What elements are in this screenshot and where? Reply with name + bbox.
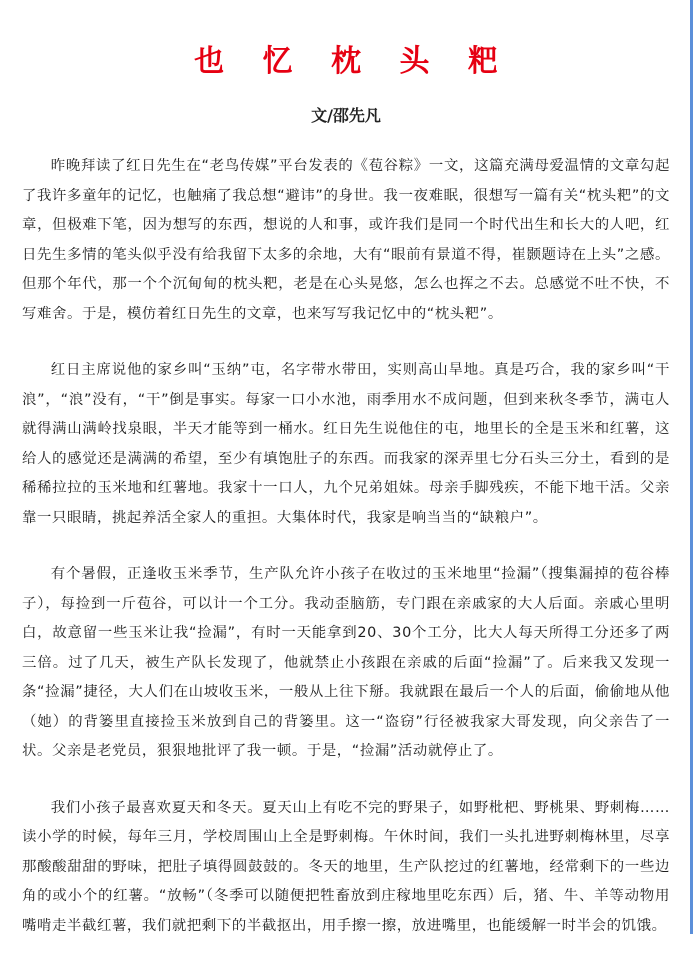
article: [22, 0, 670, 968]
paragraph-3: 有个暑假，正逢收玉米季节，生产队允许小孩子在收过的玉米地里“捡漏”（搜集漏掉的苞谷棒子），每捡到一斤苞谷，可以计一个工分。我动歪脑筋，专门跟在亲戚家的大人后面。亲戚心里明白，故意留一些玉米让我“捡漏”，有时一天能拿到20、30个工分，比大人每天所得工分还多了两三倍。过了几天，被生产队长发现了，他就禁止小孩跟在亲戚的后面“捡漏”了。后来我又发现一条“捡漏”捷径，大人们在山坡收玉米，一般从上往下掰。我就跟在最后一个人的后面，偷偷地从他（她）的背篓里直接捡玉米放到自己的背篓里。这一“盗窃”行径被我家大哥发现，向父亲告了一状。父亲是老党员，狠狠地批评了我一顿。于是，“捡漏”活动就停止了。: [22, 566, 670, 759]
paragraph-1: 昨晚拜读了红日先生在“老鸟传媒”平台发表的《苞谷粽》一文，这篇充满母爱温情的文章勾起了我许多童年的记忆，也触痛了我总想“避讳”的身世。我一夜难眠，很想写一篇有关“枕头粑”的文章，但极难下笔，因为想写的东西，想说的人和事，或许我们是同一个时代出生和长大的人吧，红日先生多情的笔头似乎没有给我留下太多的余地，大有“眼前有景道不得，崔颢题诗在上头”之感。但那个年代，那一个个沉甸甸的枕头粑，老是在心头晃悠，怎么也挥之不去。总感觉不吐不快，不写难舍。于是，模仿着红日先生的文章，也来写写我记忆中的“枕头粑”。: [22, 158, 670, 322]
article-title: 也 忆 枕 头 粑: [194, 44, 512, 79]
paragraph-4: 我们小孩子最喜欢夏天和冬天。夏天山上有吃不完的野果子，如野枇杷、野桃果、野刺梅……读小学的时候，每年三月，学校周围山上全是野刺梅。午休时间，我们一头扎进野刺梅林里，尽享那酸酸甜甜的野味，把肚子填得圆鼓鼓的。冬天的地里，生产队挖过的红薯地，经常剩下的一些边角的或小个的红薯。“放畅”（冬季可以随便把牲畜放到庄稼地里吃东西）后，猪、牛、羊等动物用嘴啃走半截红薯，我们就把剩下的半截抠出，用手擦一擦，放进嘴里，也能缓解一时半会的饥饿。: [22, 799, 670, 934]
paragraph-2: 红日主席说他的家乡叫“玉纳”屯，名字带水带田，实则高山旱地。真是巧合，我的家乡叫“干浪”，“浪”没有，“干”倒是事实。每家一口小水池，雨季用水不成问题，但到来秋冬季节，满屯人就得满山满岭找泉眼，半天才能等到一桶水。红日先生说他住的屯，地里长的全是玉米和红薯，这给人的感觉还是满满的希望，至少有填饱肚子的东西。而我家的深弄里七分石头三分土，看到的是稀稀拉拉的玉米地和红薯地。我家十一口人，九个兄弟姐妹。母亲手脚残疾，不能下地干活。父亲靠一只眼睛，挑起养活全家人的重担。大集体时代，我家是响当当的“缺粮户”。: [22, 362, 670, 526]
page-border-line: [690, 0, 693, 934]
article-author: 文/邵先凡: [311, 106, 381, 125]
article-body: [22, 152, 670, 941]
